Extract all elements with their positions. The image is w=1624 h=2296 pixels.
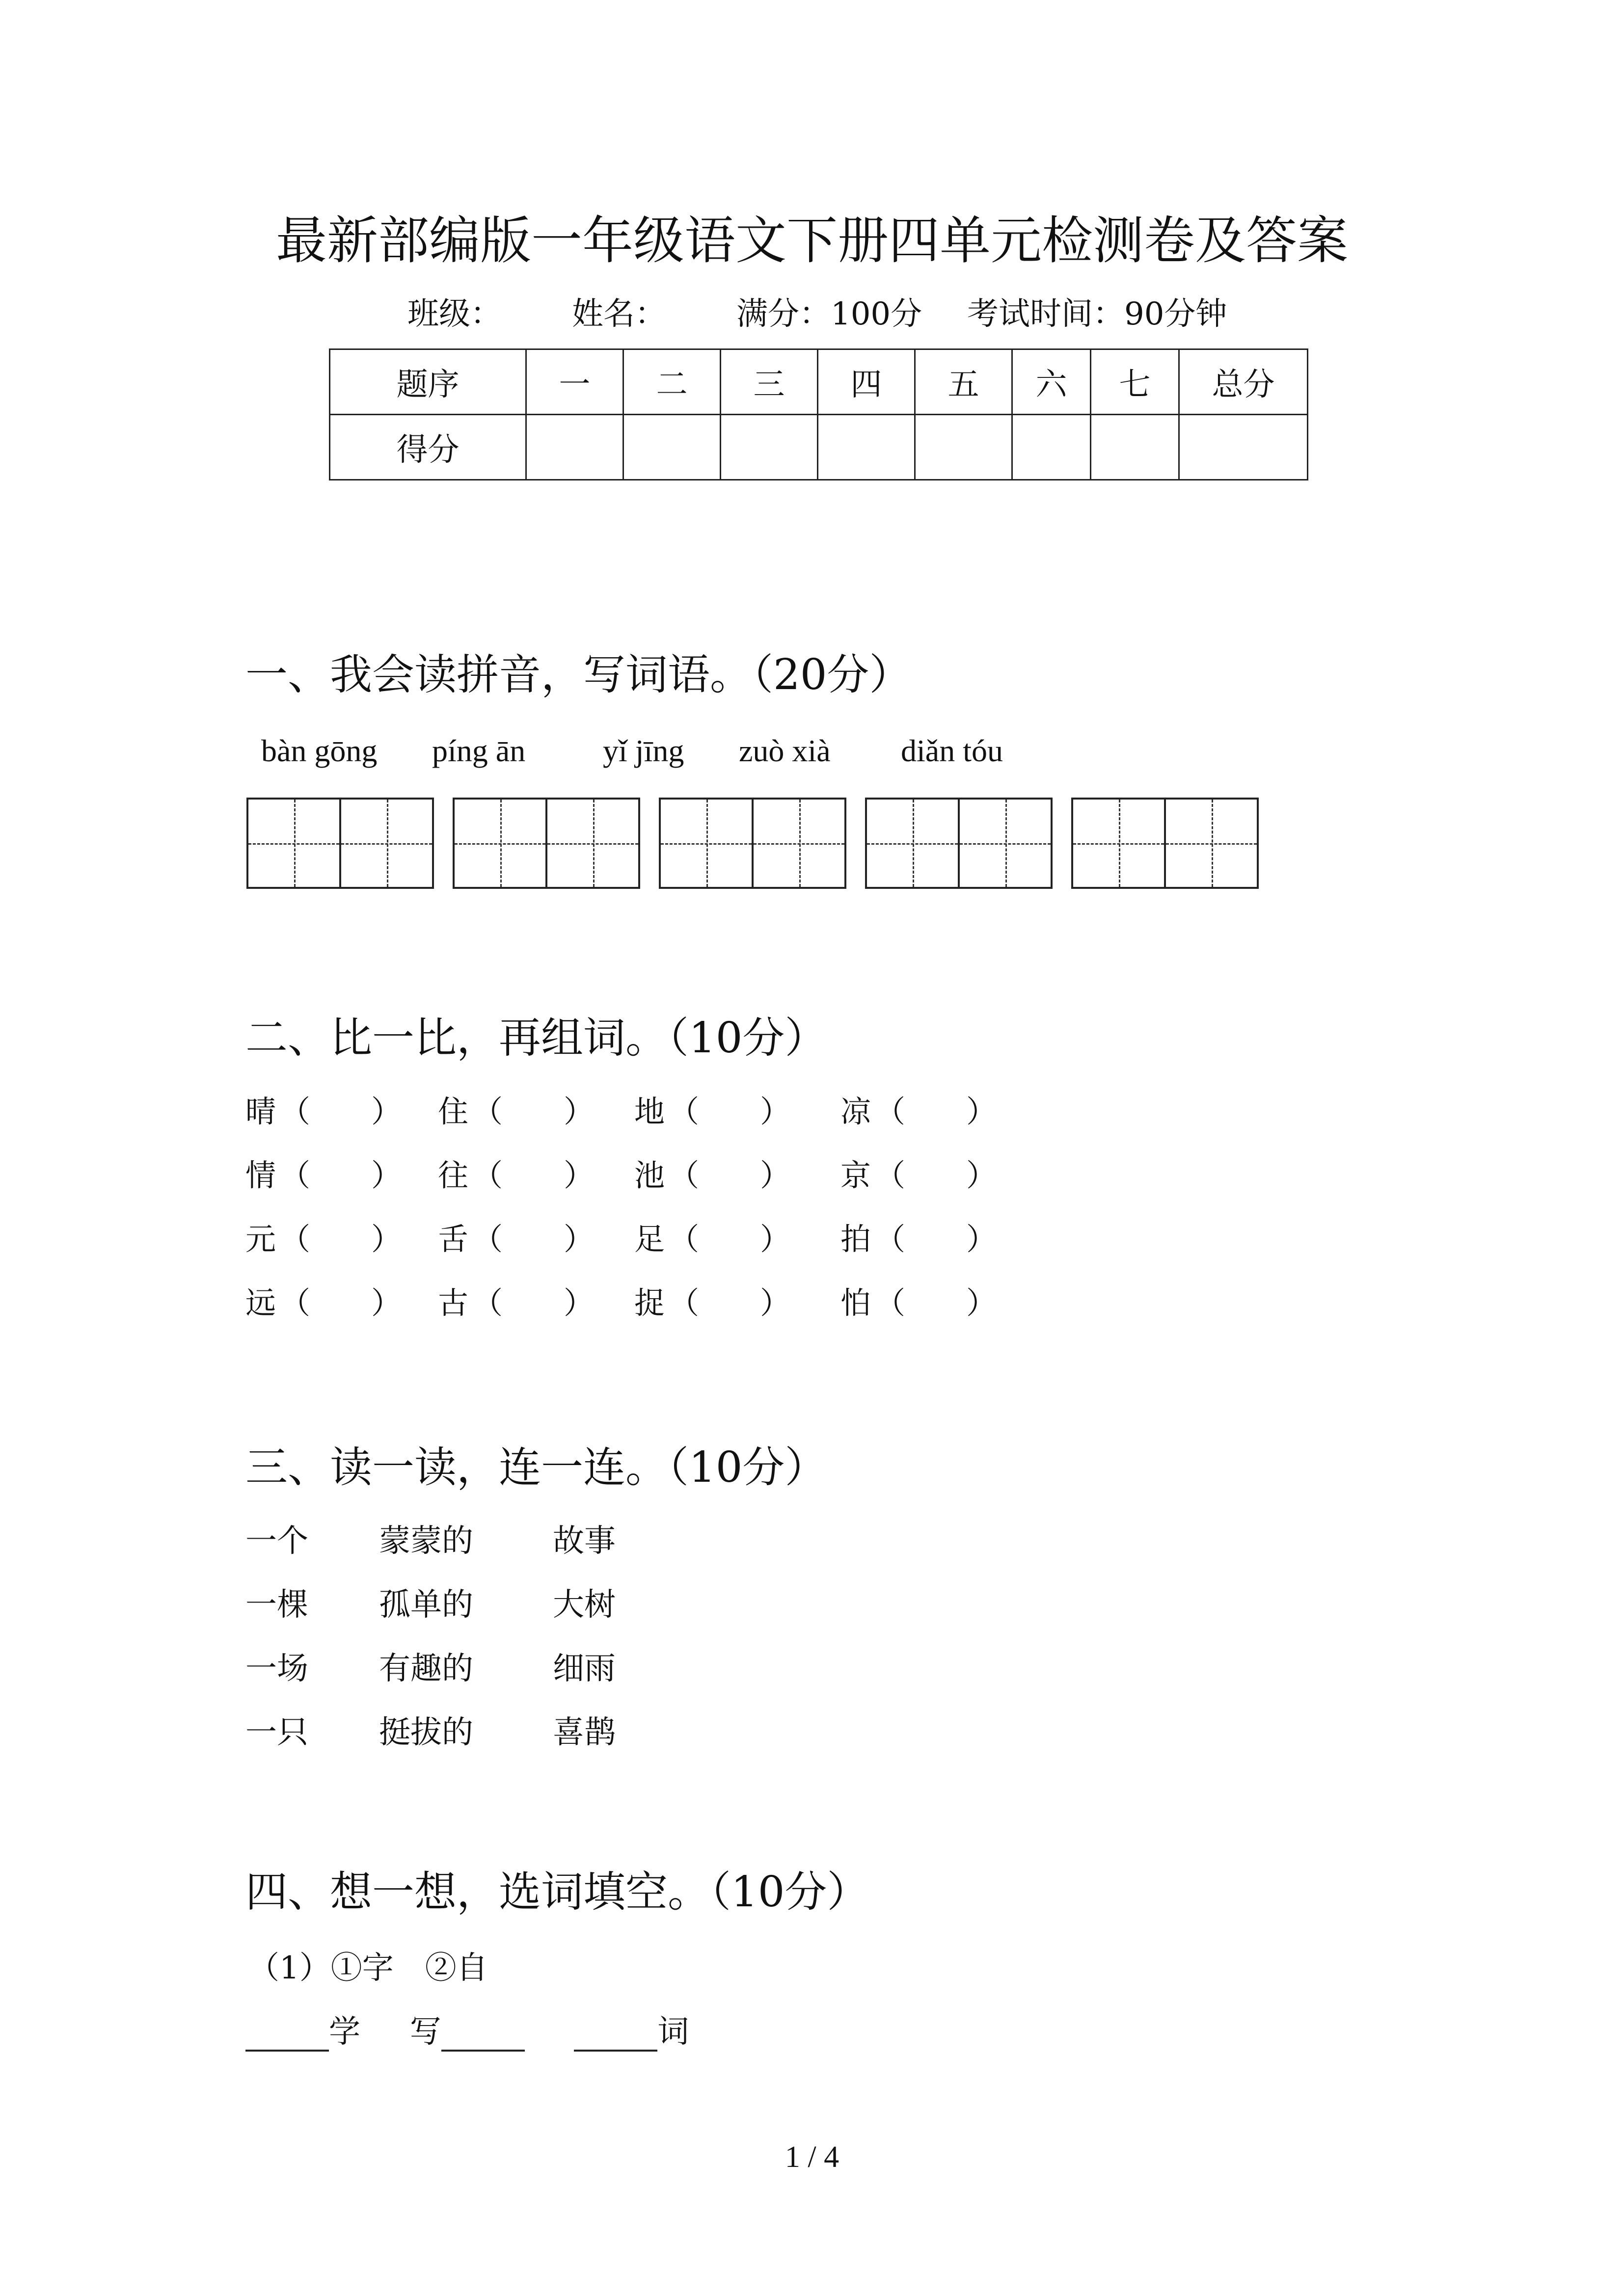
compare-char: 池 xyxy=(634,1157,665,1193)
fill-word: 学 xyxy=(329,2014,360,2050)
page-title: 最新部编版一年级语文下册四单元检测卷及答案 xyxy=(275,211,1348,270)
bracket[interactable]: （ ） xyxy=(280,1285,402,1321)
score-table-score-row xyxy=(330,415,1308,480)
writing-cell[interactable] xyxy=(547,800,638,887)
fill-word: 写 xyxy=(409,2014,441,2050)
match-right[interactable]: 故事 xyxy=(553,1523,616,1559)
fill-blank-row xyxy=(245,2012,689,2052)
table-cell: 二 xyxy=(623,349,721,415)
fill-blank[interactable] xyxy=(441,2020,525,2052)
compare-char: 古 xyxy=(438,1285,469,1321)
bracket[interactable]: （ ） xyxy=(669,1221,791,1257)
match-left[interactable]: 一棵 xyxy=(245,1587,308,1623)
score-table-header-row xyxy=(330,349,1308,415)
table-cell: 得分 xyxy=(330,415,526,480)
pinyin-1: bàn gōng xyxy=(261,733,378,768)
match-middle[interactable]: 蒙蒙的 xyxy=(379,1523,473,1559)
writing-cell[interactable] xyxy=(455,800,547,887)
writing-grid-5[interactable] xyxy=(1071,798,1259,889)
compare-char: 远 xyxy=(245,1285,276,1321)
fill-word: 词 xyxy=(657,2014,689,2050)
writing-cell[interactable] xyxy=(1166,800,1257,887)
match-right[interactable]: 细雨 xyxy=(553,1651,616,1687)
writing-cell[interactable] xyxy=(248,800,341,887)
score-input-cell[interactable] xyxy=(1091,415,1179,480)
match-right[interactable]: 大树 xyxy=(553,1587,616,1623)
match-right[interactable]: 喜鹊 xyxy=(553,1714,616,1751)
compare-char: 怕 xyxy=(840,1285,871,1321)
bracket[interactable]: （ ） xyxy=(472,1094,595,1129)
compare-char: 足 xyxy=(634,1221,665,1257)
section2-heading: 二、比一比，再组词。（10分） xyxy=(245,1014,827,1063)
table-cell: 五 xyxy=(915,349,1012,415)
table-cell: 三 xyxy=(721,349,818,415)
bracket[interactable]: （ ） xyxy=(280,1157,402,1193)
bracket[interactable]: （ ） xyxy=(669,1094,791,1129)
writing-cell[interactable] xyxy=(341,800,432,887)
match-middle[interactable]: 孤单的 xyxy=(379,1587,473,1623)
compare-char: 晴 xyxy=(245,1094,276,1129)
table-cell: 六 xyxy=(1012,349,1091,415)
bracket[interactable]: （ ） xyxy=(280,1221,402,1257)
writing-grid-1[interactable] xyxy=(246,798,434,889)
section3-heading: 三、读一读，连一连。（10分） xyxy=(245,1443,827,1492)
bracket[interactable]: （ ） xyxy=(472,1285,595,1321)
compare-char: 往 xyxy=(438,1157,469,1193)
writing-cell[interactable] xyxy=(960,800,1051,887)
bracket[interactable]: （ ） xyxy=(472,1221,595,1257)
compare-char: 舌 xyxy=(438,1221,469,1257)
page-number: 1 / 4 xyxy=(785,2140,839,2174)
bracket[interactable]: （ ） xyxy=(875,1157,997,1193)
section1-heading: 一、我会读拼音，写词语。（20分） xyxy=(245,650,912,699)
writing-grid-4[interactable] xyxy=(865,798,1053,889)
table-cell: 一 xyxy=(526,349,623,415)
compare-char: 捉 xyxy=(634,1285,665,1321)
writing-grid-3[interactable] xyxy=(659,798,846,889)
class-label: 班级： xyxy=(407,296,502,332)
writing-cell[interactable] xyxy=(1073,800,1166,887)
exam-time: 考试时间：90分钟 xyxy=(967,296,1227,332)
section4-heading: 四、想一想，选词填空。（10分） xyxy=(245,1868,869,1917)
bracket[interactable]: （ ） xyxy=(875,1094,997,1129)
score-input-cell[interactable] xyxy=(623,415,721,480)
table-cell: 题序 xyxy=(330,349,526,415)
writing-cell[interactable] xyxy=(867,800,960,887)
table-cell: 四 xyxy=(818,349,915,415)
match-left[interactable]: 一个 xyxy=(245,1523,308,1559)
score-table xyxy=(329,348,1308,481)
full-score: 满分：100分 xyxy=(736,296,922,332)
writing-cell[interactable] xyxy=(661,800,754,887)
fill-blank[interactable] xyxy=(245,2020,329,2052)
name-label: 姓名： xyxy=(572,296,666,332)
bracket[interactable]: （ ） xyxy=(669,1157,791,1193)
pinyin-3: yǐ jīng xyxy=(603,733,684,768)
bracket[interactable]: （ ） xyxy=(472,1157,595,1193)
bracket[interactable]: （ ） xyxy=(875,1285,997,1321)
match-middle[interactable]: 有趣的 xyxy=(379,1651,473,1687)
fill-blank[interactable] xyxy=(574,2020,657,2052)
compare-char: 元 xyxy=(245,1221,276,1257)
bracket[interactable]: （ ） xyxy=(875,1221,997,1257)
bracket[interactable]: （ ） xyxy=(280,1094,402,1129)
score-input-cell[interactable] xyxy=(915,415,1012,480)
compare-char: 地 xyxy=(634,1094,665,1129)
match-left[interactable]: 一场 xyxy=(245,1651,308,1687)
table-cell: 七 xyxy=(1091,349,1179,415)
compare-char: 拍 xyxy=(840,1221,871,1257)
score-input-cell[interactable] xyxy=(721,415,818,480)
match-middle[interactable]: 挺拔的 xyxy=(379,1714,473,1751)
table-cell: 总分 xyxy=(1179,349,1308,415)
bracket[interactable]: （ ） xyxy=(669,1285,791,1321)
score-input-cell[interactable] xyxy=(818,415,915,480)
pinyin-2: píng ān xyxy=(432,733,526,768)
pinyin-4: zuò xià xyxy=(739,733,831,768)
compare-char: 京 xyxy=(840,1157,871,1193)
q1-options: （1）①字 ②自 xyxy=(248,1950,488,1986)
match-left[interactable]: 一只 xyxy=(245,1714,308,1751)
score-input-cell[interactable] xyxy=(526,415,623,480)
writing-cell[interactable] xyxy=(754,800,844,887)
pinyin-5: diǎn tóu xyxy=(901,733,1003,768)
compare-char: 住 xyxy=(438,1094,469,1129)
compare-char: 情 xyxy=(245,1157,276,1193)
compare-char: 凉 xyxy=(840,1094,871,1129)
score-input-cell[interactable] xyxy=(1012,415,1091,480)
score-input-cell[interactable] xyxy=(1179,415,1308,480)
writing-grid-2[interactable] xyxy=(453,798,640,889)
